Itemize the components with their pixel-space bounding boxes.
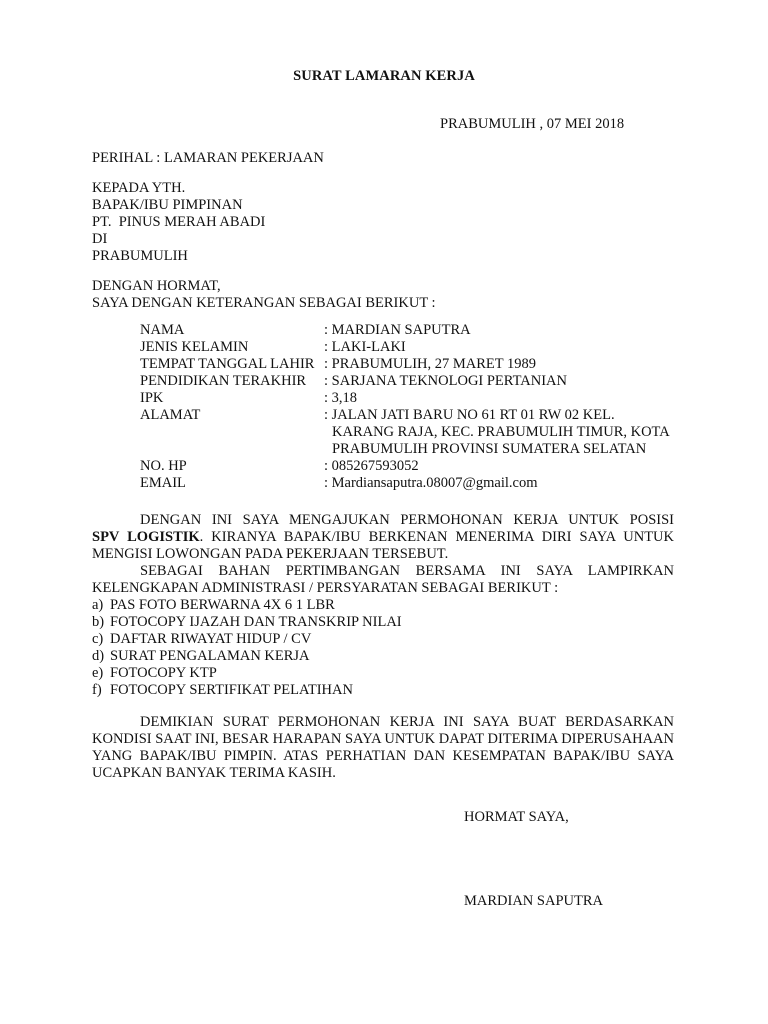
list-text: FOTOCOPY KTP [110, 665, 217, 681]
info-row-education [140, 373, 670, 390]
closing-salutation: HORMAT SAYA, [464, 809, 569, 825]
info-label: JENIS KELAMIN [140, 339, 249, 355]
list-marker: f) [92, 682, 102, 698]
info-value: : SARJANA TEKNOLOGI PERTANIAN [324, 373, 567, 389]
info-row-email [140, 475, 670, 492]
list-marker: d) [92, 648, 105, 664]
position-name: SPV LOGISTIK [92, 529, 200, 545]
signer-name: MARDIAN SAPUTRA [464, 893, 603, 909]
list-marker: c) [92, 631, 104, 647]
recipient-line: PRABUMULIH [92, 248, 188, 264]
paragraph-line: DEMIKIAN SURAT PERMOHONAN KERJA INI SAYA BUAT BERDASARKAN [140, 714, 674, 730]
subject-line: PERIHAL : LAMARAN PEKERJAAN [92, 150, 324, 166]
list-item [92, 614, 402, 631]
greeting-block [92, 278, 436, 312]
greeting: DENGAN HORMAT, [92, 278, 221, 294]
info-label: NAMA [140, 322, 185, 338]
attachment-list [92, 597, 402, 699]
paragraph-text: . KIRANYA BAPAK/IBU BERKENAN MENERIMA DIRI SAYA UNTUK [199, 529, 674, 545]
recipient-line: BAPAK/IBU PIMPINAN [92, 197, 243, 213]
applicant-info-table [140, 322, 670, 492]
info-row-gpa [140, 390, 670, 407]
info-label: TEMPAT TANGGAL LAHIR [140, 356, 315, 372]
list-text: FOTOCOPY IJAZAH DAN TRANSKRIP NILAI [110, 614, 402, 630]
paragraph-line: SEBAGAI BAHAN PERTIMBANGAN BERSAMA INI SAYA LAMPIRKAN [140, 563, 674, 579]
list-text: FOTOCOPY SERTIFIKAT PELATIHAN [110, 682, 353, 698]
info-value: : Mardiansaputra.08007@gmail.com [324, 475, 538, 491]
address-line: KARANG RAJA, KEC. PRABUMULIH TIMUR, KOTA [332, 424, 670, 440]
application-paragraph [92, 512, 674, 563]
info-label: ALAMAT [140, 407, 201, 423]
info-value: : 085267593052 [324, 458, 419, 474]
address-line: PRABUMULIH PROVINSI SUMATERA SELATAN [332, 441, 647, 457]
list-item [92, 648, 402, 665]
info-label: PENDIDIKAN TERAKHIR [140, 373, 307, 389]
paragraph-line: UCAPKAN BANYAK TERIMA KASIH. [92, 765, 336, 781]
info-value-multiline [324, 407, 670, 458]
list-item [92, 665, 402, 682]
info-value: : PRABUMULIH, 27 MARET 1989 [324, 356, 537, 372]
info-row-address [140, 407, 670, 458]
paragraph-line: YANG BAPAK/IBU PIMPIN. ATAS PERHATIAN DAN KESEMPATAN BAPAK/IBU SAYA [92, 748, 674, 764]
paragraph-line: MENGISI LOWONGAN PADA PEKERJAAN TERSEBUT. [92, 546, 449, 562]
date-line: PRABUMULIH , 07 MEI 2018 [440, 116, 625, 132]
recipient-line: PT. PINUS MERAH ABADI [92, 214, 266, 230]
info-label: NO. HP [140, 458, 187, 474]
recipient-line: KEPADA YTH. [92, 180, 186, 196]
info-row-birth [140, 356, 670, 373]
list-text: SURAT PENGALAMAN KERJA [110, 648, 310, 664]
list-text: PAS FOTO BERWARNA 4X 6 1 LBR [110, 597, 335, 613]
info-row-name [140, 322, 670, 339]
list-marker: e) [92, 665, 104, 681]
letter-title: SURAT LAMARAN KERJA [293, 68, 475, 84]
list-item [92, 597, 402, 614]
address-line: : JALAN JATI BARU NO 61 RT 01 RW 02 KEL. [324, 407, 615, 423]
info-value: : MARDIAN SAPUTRA [324, 322, 471, 338]
paragraph-line: DENGAN INI SAYA MENGAJUKAN PERMOHONAN KERJA UNTUK POSISI [140, 512, 674, 528]
paragraph-line: KONDISI SAAT INI, BESAR HARAPAN SAYA UNTUK DAPAT DITERIMA DIPERUSAHAAN [92, 731, 674, 747]
list-text: DAFTAR RIWAYAT HIDUP / CV [110, 631, 312, 647]
recipient-line: DI [92, 231, 108, 247]
recipient-block [92, 180, 265, 265]
info-value: : LAKI-LAKI [324, 339, 406, 355]
info-label: IPK [140, 390, 164, 406]
info-row-gender [140, 339, 670, 356]
attachment-paragraph [92, 563, 674, 597]
list-marker: b) [92, 614, 105, 630]
closing-paragraph [92, 714, 674, 782]
paragraph-line: KELENGKAPAN ADMINISTRASI / PERSYARATAN SEBAGAI BERIKUT : [92, 580, 559, 596]
list-marker: a) [92, 597, 104, 613]
info-value: : 3,18 [324, 390, 358, 406]
intro-line: SAYA DENGAN KETERANGAN SEBAGAI BERIKUT : [92, 295, 436, 311]
paragraph-line [92, 529, 674, 546]
info-label: EMAIL [140, 475, 186, 491]
info-row-phone [140, 458, 670, 475]
list-item [92, 631, 402, 648]
list-item [92, 682, 402, 699]
